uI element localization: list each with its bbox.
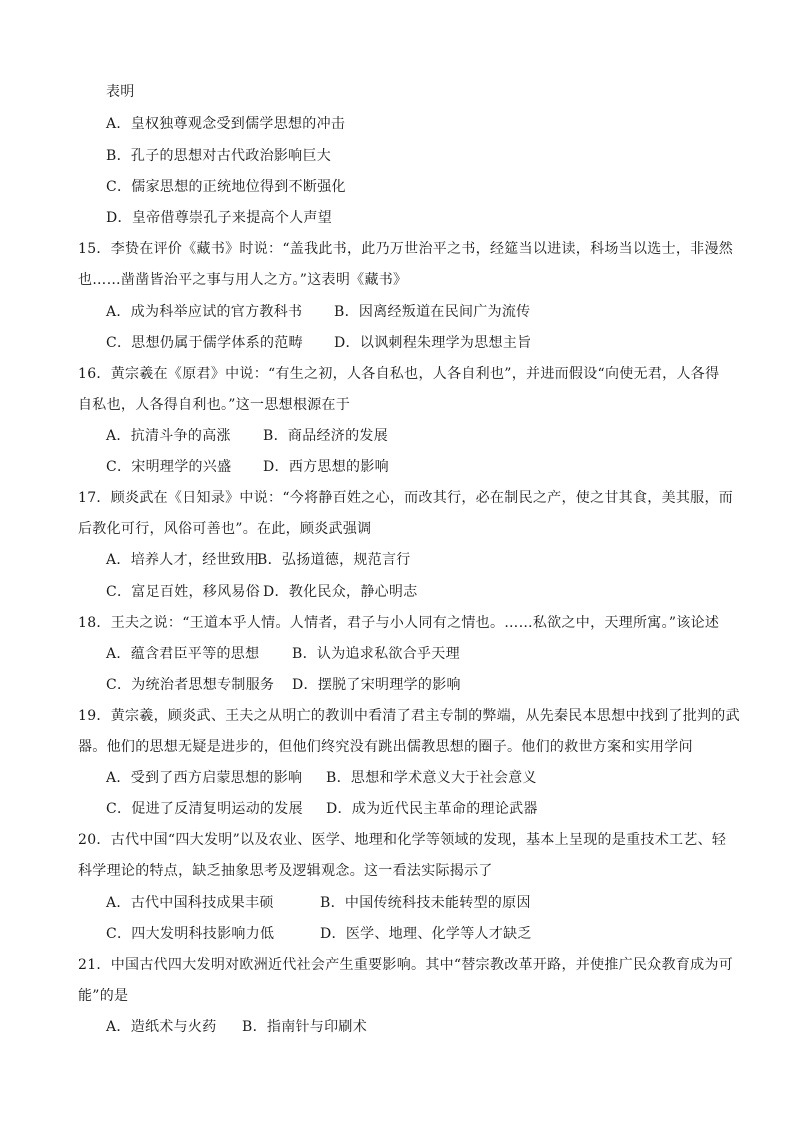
question-18-option-b: B．认为追求私欲合乎天理 (292, 646, 460, 662)
option-a: A．皇权独尊观念受到儒学思想的冲击 (106, 116, 346, 132)
question-17-option-a: A．培养人才，经世致用 (106, 552, 260, 568)
question-16-stem-line-1: 16．黄宗羲在《原君》中说：“有生之初，人各自私也，人各自利也”，并进而假设“向使无君，人各得 (78, 366, 720, 382)
question-20-stem-line-1: 20．古代中国“四大发明”以及农业、医学、地理和化学等领域的发现，基本上呈现的是重技术工艺、轻 (78, 832, 727, 848)
question-17-stem-line-1: 17．顾炎武在《日知录》中说：“今将静百姓之心，而改其行，必在制民之产，使之甘其食，美其服，而 (78, 490, 734, 506)
option-b: B．孔子的思想对古代政治影响巨大 (106, 148, 332, 164)
question-16-option-a: A．抗清斗争的高涨 (106, 428, 231, 444)
question-15-option-a: A．成为科举应试的官方教科书 (106, 304, 303, 320)
question-19-stem-line-1: 19．黄宗羲，顾炎武、王夫之从明亡的教训中看清了君主专制的弊端，从先秦民本思想中找到了批判的武 (78, 708, 740, 724)
question-21-stem-line-2: 能”的是 (78, 988, 129, 1004)
option-d: D．皇帝借尊崇孔子来提高个人声望 (106, 210, 333, 226)
question-continuation: 表明 (106, 84, 135, 100)
question-21-option-b: B．指南针与印刷术 (242, 1019, 367, 1035)
question-20-option-a: A．古代中国科技成果丰硕 (106, 895, 274, 911)
question-21-stem-line-1: 21．中国古代四大发明对欧洲近代社会产生重要影响。其中“替宗教改革开路，并使推广民众教育成为可 (78, 957, 734, 973)
question-15-stem-line-2: 也……凿凿皆治平之事与用人之方。”这表明《藏书》 (78, 272, 408, 288)
question-16-option-d: D．西方思想的影响 (263, 459, 389, 475)
question-19-stem-line-2: 器。他们的思想无疑是进步的，但他们终究没有跳出儒教思想的圈子。他们的救世方案和实用学问 (78, 739, 693, 755)
question-18-option-c: C．为统治者思想专制服务 (106, 677, 275, 693)
question-18-option-d: D．摆脱了宋明理学的影响 (292, 677, 461, 693)
question-21-option-a: A．造纸术与火药 (106, 1019, 217, 1035)
question-17-option-b: B．弘扬道德，规范言行 (257, 552, 411, 568)
question-15-option-d: D．以讽刺程朱理学为思想主旨 (334, 335, 532, 351)
question-18-option-a: A．蕴含君臣平等的思想 (106, 646, 260, 662)
question-15-option-c: C．思想仍属于儒学体系的范畴 (106, 335, 303, 351)
question-19-option-a: A．受到了西方启蒙思想的影响 (106, 770, 303, 786)
question-20-stem-line-2: 科学理论的特点，缺乏抽象思考及逻辑观念。这一看法实际揭示了 (78, 863, 493, 879)
question-20-option-c: C．四大发明科技影响力低 (106, 926, 275, 942)
question-19-option-d: D．成为近代民主革命的理论武器 (326, 801, 538, 817)
question-17-stem-line-2: 后教化可行，风俗可善也”。在此，顾炎武强调 (78, 521, 372, 537)
question-18-stem-line-1: 18．王夫之说：“王道本乎人情。人情者，君子与小人同有之情也。……私欲之中，天理所寓。”该论述 (78, 615, 720, 631)
question-16-option-c: C．宋明理学的兴盛 (106, 459, 232, 475)
question-19-option-b: B．思想和学术意义大于社会意义 (326, 770, 537, 786)
question-15-option-b: B．因离经叛道在民间广为流传 (334, 304, 531, 320)
question-15-stem-line-1: 15．李贽在评价《藏书》时说：“盖我此书，此乃万世治平之书，经筵当以进读，科场当以选士，非漫然 (78, 241, 734, 257)
question-16-stem-line-2: 自私也，人各得自利也。”这一思想根源在于 (78, 397, 351, 413)
question-19-option-c: C．促进了反清复明运动的发展 (106, 801, 303, 817)
question-20-option-b: B．中国传统科技未能转型的原因 (320, 895, 531, 911)
option-c: C．儒家思想的正统地位得到不断强化 (106, 179, 346, 195)
question-17-option-c: C．富足百姓，移风易俗 (106, 584, 261, 600)
question-16-option-b: B．商品经济的发展 (263, 428, 388, 444)
question-17-option-d: D．教化民众，静心明志 (263, 584, 418, 600)
question-20-option-d: D．医学、地理、化学等人才缺乏 (320, 926, 532, 942)
